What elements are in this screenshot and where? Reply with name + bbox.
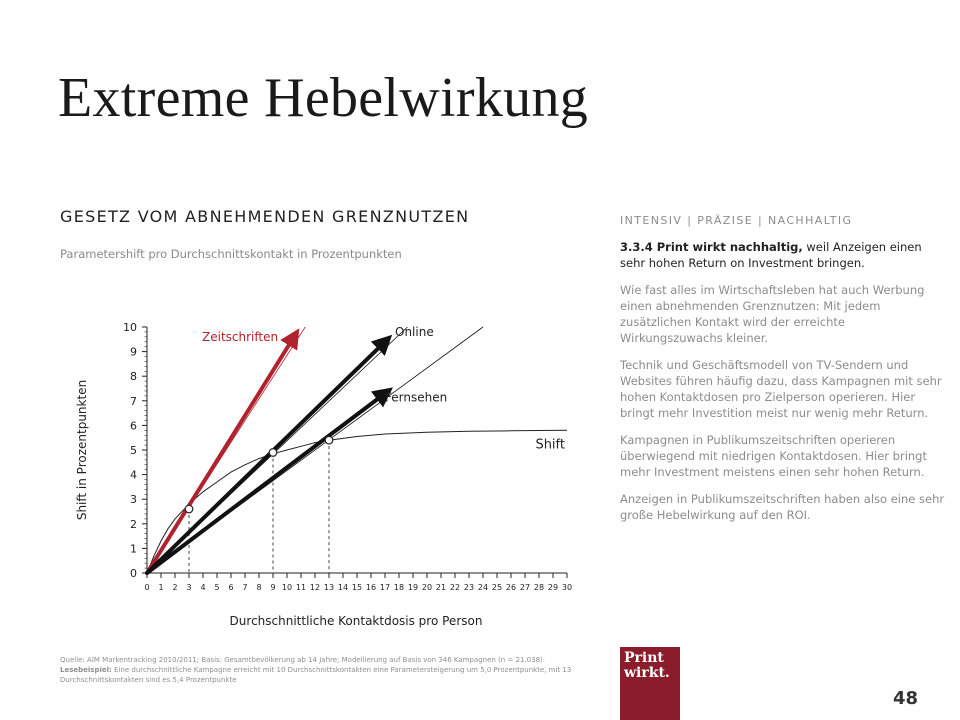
x-tick-label: 23 — [463, 583, 475, 592]
series-label-zeitschriften: Zeitschriften — [202, 329, 279, 344]
chart-subtitle: Parametershift pro Durchschnittskontakt in Prozentpunkten — [60, 247, 402, 261]
x-tick-label: 16 — [365, 583, 377, 592]
y-tick-label: 9 — [130, 345, 137, 359]
logo-line-1: Print — [624, 650, 664, 666]
x-tick-label: 21 — [435, 583, 447, 592]
series-label-fernsehen: Fernsehen — [385, 390, 448, 405]
paragraph-2: Technik und Geschäftsmodell von TV-Sendern und Websites führen häufig dazu, dass Kampagnen mit sehr hohen Kontaktdosen pro Zielperson operieren. Hier bringt mehr Investition meist nur wenig mehr Return. — [620, 358, 942, 420]
chart-axes — [123, 321, 572, 592]
chart-marks — [147, 325, 567, 573]
paragraph-3: Kampagnen in Publikumszeitschriften operieren überwiegend mit niedrigen Kontaktdosen. Hier bringt mehr Investment meistens einen sehr hohen Return. — [620, 433, 927, 479]
y-tick-label: 8 — [130, 370, 137, 384]
shift-curve — [147, 430, 567, 573]
x-tick-label: 14 — [337, 583, 349, 592]
page-number: 48 — [892, 688, 918, 709]
x-tick-label: 9 — [270, 583, 276, 592]
page-title: Extreme Hebelwirkung — [58, 67, 589, 129]
lead-bold: 3.3.4 Print wirkt nachhaltig, — [620, 240, 803, 254]
x-tick-label: 20 — [421, 583, 433, 592]
series-label-shift: Shift — [535, 437, 565, 453]
x-tick-label: 26 — [505, 583, 517, 592]
x-tick-label: 22 — [449, 583, 461, 592]
x-tick-label: 4 — [200, 583, 206, 592]
y-tick-label: 4 — [130, 468, 137, 482]
x-tick-label: 7 — [242, 583, 248, 592]
y-tick-label: 7 — [130, 394, 137, 408]
x-tick-label: 13 — [323, 583, 335, 592]
source-example-text: Eine durchschnittliche Kampagne erreicht mit 10 Durchschnittskontakten eine Parametersteigerung um 5,0 Prozentpunkte, mit 13 Durchschnittskontakten sind es 5,4 Prozentpunkte — [60, 666, 572, 684]
lead-paragraph — [620, 239, 950, 271]
series-label-online: Online — [395, 324, 434, 339]
data-point-marker — [325, 436, 333, 444]
y-tick-label: 1 — [130, 542, 137, 556]
x-tick-label: 25 — [491, 583, 503, 592]
x-tick-label: 29 — [547, 583, 559, 592]
series-arrow-fernsehen — [147, 393, 385, 573]
logo-line-2: wirkt. — [624, 665, 670, 681]
chart-heading: GESETZ VOM ABNEHMENDEN GRENZNUTZEN — [60, 207, 470, 226]
x-tick-label: 6 — [228, 583, 234, 592]
y-tick-label: 0 — [130, 567, 137, 580]
x-tick-label: 2 — [172, 583, 178, 592]
y-tick-label: 2 — [130, 517, 137, 531]
x-tick-label: 19 — [407, 583, 419, 592]
data-point-marker — [185, 505, 193, 513]
x-tick-label: 0 — [144, 583, 150, 592]
y-tick-label: 10 — [123, 321, 137, 334]
series-arrow-online — [147, 342, 385, 573]
y-tick-label: 6 — [130, 419, 137, 433]
x-tick-label: 24 — [477, 583, 489, 592]
x-tick-label: 8 — [256, 583, 262, 592]
x-tick-label: 12 — [309, 583, 321, 592]
x-tick-label: 10 — [281, 583, 293, 592]
paragraph-1: Wie fast alles im Wirtschaftsleben hat auch Werbung einen abnehmenden Grenznutzen: Mit jedem zusätzlichen Kontakt wird der erreichte Wirkungszuwachs kleiner. — [620, 283, 925, 345]
x-tick-label: 1 — [158, 583, 164, 592]
x-tick-label: 28 — [533, 583, 545, 592]
x-tick-label: 5 — [214, 583, 220, 592]
x-tick-label: 17 — [379, 583, 391, 592]
x-tick-label: 30 — [561, 583, 573, 592]
paragraph-4: Anzeigen in Publikumszeitschriften haben also eine sehr große Hebelwirkung auf den ROI. — [620, 492, 945, 522]
x-tick-label: 11 — [295, 583, 307, 592]
lead-rest: weil Anzeigen einen sehr hohen Return on Investment bringen. — [620, 240, 922, 270]
tagline: INTENSIV | PRÄZISE | NACHHALTIG — [620, 214, 853, 227]
text-column — [620, 214, 950, 534]
x-tick-label: 27 — [519, 583, 531, 592]
source-note — [60, 655, 580, 685]
x-tick-label: 15 — [351, 583, 363, 592]
source-example-label: Lesebeispiel: — [60, 666, 112, 674]
data-point-marker — [269, 449, 277, 457]
source-text: Quelle: AIM Markentracking 2010/2011; Basis: Gesamtbevölkerung ab 14 Jahre; Modellierung auf Basis von 346 Kampagnen (n = 21.038). — [60, 656, 545, 664]
x-axis-label: Durchschnittliche Kontaktdosis pro Person — [229, 614, 483, 628]
y-tick-label: 5 — [130, 444, 137, 457]
x-tick-label: 18 — [393, 583, 405, 592]
x-tick-label: 3 — [186, 583, 192, 592]
y-tick-label: 3 — [130, 493, 137, 507]
y-axis-label: Shift in Prozentpunkten — [75, 379, 89, 521]
print-wirkt-logo — [620, 647, 680, 720]
chart — [60, 300, 580, 635]
